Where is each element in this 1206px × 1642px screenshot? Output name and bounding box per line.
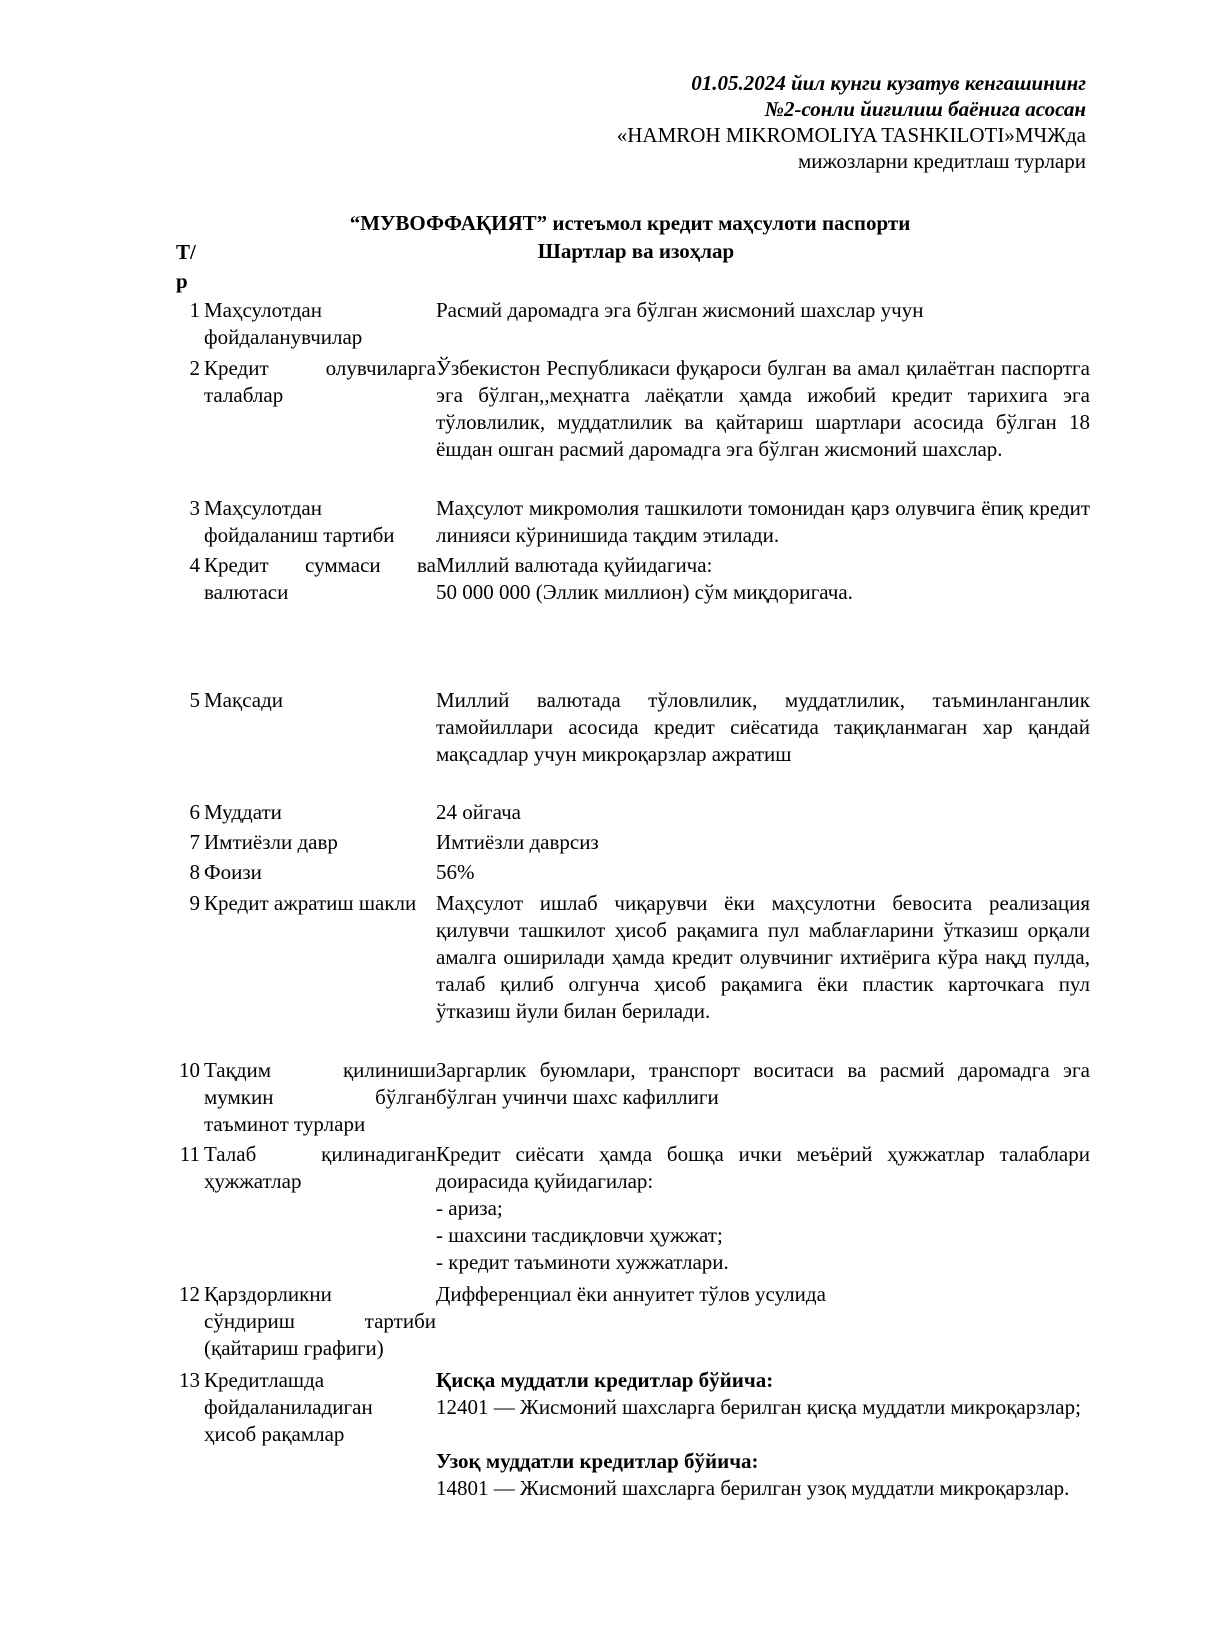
row-description: Расмий даромадга эга бўлган жисмоний шахслар учун bbox=[436, 298, 924, 322]
table-row bbox=[172, 687, 1090, 799]
row-description-line: Миллий валютада қуйидагича: bbox=[436, 553, 713, 577]
row-title bbox=[200, 1141, 436, 1281]
row-title-line: Фоизи bbox=[204, 860, 262, 884]
row-title bbox=[200, 552, 436, 687]
row-description-line: 50 000 000 (Эллик миллион) сўм миқдоригача. bbox=[436, 580, 853, 604]
row-title-line: Маҳсулотдан bbox=[204, 496, 322, 520]
row-title bbox=[200, 859, 436, 890]
table-row bbox=[172, 495, 1090, 552]
row-title bbox=[200, 297, 436, 355]
row-number: 7 bbox=[189, 830, 200, 854]
document-title: “МУВОФФАҚИЯТ” истеъмол кредит маҳсулоти паспорти bbox=[349, 211, 911, 235]
row-title-line: Кредитлашда bbox=[204, 1368, 325, 1392]
row-title bbox=[200, 799, 436, 829]
table-row bbox=[172, 859, 1090, 890]
row-title bbox=[200, 355, 436, 495]
row-number: 10 bbox=[179, 1058, 200, 1082]
table-row bbox=[172, 552, 1090, 687]
row-title-line: Кредит суммаси ва bbox=[204, 553, 436, 577]
row-title-line: Кредит ажратиш шакли bbox=[204, 891, 417, 915]
row-title bbox=[200, 1057, 436, 1141]
row-description: Маҳсулот микромолия ташкилоти томонидан қарз олувчига ёпиқ кредит линияси кўринишида тақдим этилади. bbox=[436, 496, 1090, 547]
row-title-line: Муддати bbox=[204, 800, 282, 824]
row-number: 1 bbox=[189, 298, 200, 322]
long-term-heading: Узоқ муддатли кредитлар бўйича: bbox=[436, 1449, 759, 1473]
row-title-line: таъминот турлари bbox=[204, 1112, 366, 1136]
row-title-line: Қарздорликни bbox=[204, 1282, 332, 1306]
short-term-text: 12401 — Жисмоний шахсларга берилган қисқа муддатли микроқарзлар; bbox=[436, 1395, 1081, 1419]
header-line-2: №2-сонли йиғилиш баёнига асосан bbox=[764, 97, 1086, 121]
table-row bbox=[172, 1057, 1090, 1141]
header-line-1: 01.05.2024 йил кунги кузатув кенгашининг bbox=[691, 71, 1086, 95]
row-number: 2 bbox=[189, 356, 200, 380]
row-title-line: фойдаланувчилар bbox=[204, 325, 363, 349]
row-title-line: фойдаланиш тартиби bbox=[204, 523, 395, 547]
row-number: 3 bbox=[189, 496, 200, 520]
table-row bbox=[172, 297, 1090, 355]
table-row bbox=[172, 799, 1090, 829]
row-title-line: фойдаланиладиган bbox=[204, 1395, 373, 1419]
row-number: 9 bbox=[189, 891, 200, 915]
table-row bbox=[172, 1141, 1090, 1281]
row-title-line: Кредит олувчиларга bbox=[204, 356, 436, 380]
list-item: - кредит таъминоти хужжатлари. bbox=[436, 1250, 729, 1274]
row-number: 11 bbox=[179, 1142, 200, 1166]
row-number: 8 bbox=[189, 860, 200, 884]
conditions-table bbox=[172, 297, 1090, 1502]
row-description: Имтиёзли даврсиз bbox=[436, 830, 599, 854]
row-title-line: Маҳсулотдан bbox=[204, 298, 322, 322]
row-title-line: (қайтариш графиги) bbox=[204, 1336, 384, 1360]
table-row bbox=[172, 1281, 1090, 1367]
row-title-line: валютаси bbox=[204, 580, 289, 604]
row-title-line: талаблар bbox=[204, 383, 284, 407]
row-title-line: ҳисоб рақамлар bbox=[204, 1422, 345, 1446]
row-title bbox=[200, 1281, 436, 1367]
approval-header bbox=[617, 70, 1086, 174]
row-title bbox=[200, 890, 436, 1057]
row-description: Ўзбекистон Республикаси фуқароси булган ва амал қилаётган паспортга эга бўлган,,меҳнатга лаёқатли ҳамда ижобий кредит тарихига эга тўловлилик, муддатлилик ва қайтариш шартлари асосида бўлган 18 ёшдан ошган расмий даромадга эга бўлган жисмоний шахслар. bbox=[436, 356, 1090, 461]
header-line-4: мижозларни кредитлаш турлари bbox=[797, 149, 1086, 173]
table-header-number-line-1: Т/ bbox=[176, 240, 196, 264]
row-title-line: Мақсади bbox=[204, 688, 284, 712]
row-title-line: Тақдим қилиниши bbox=[204, 1058, 436, 1082]
list-item: - шахсини тасдиқловчи ҳужжат; bbox=[436, 1223, 723, 1247]
row-title-line: Талаб қилинадиган bbox=[204, 1142, 436, 1166]
row-number: 12 bbox=[179, 1282, 200, 1306]
header-line-3: «HAMROH MIKROMOLIYA TASHKILOTI»МЧЖда bbox=[616, 123, 1086, 147]
short-term-heading: Қисқа муддатли кредитлар бўйича: bbox=[436, 1368, 774, 1392]
table-header-number bbox=[176, 238, 200, 296]
row-description bbox=[436, 552, 1090, 687]
row-description: Миллий валютада тўловлилик, муддатлилик, таъминланганлик тамойиллари асосида кредит сиёсатида тақиқланмаган хар қандай мақсадлар учун микроқарзлар ажратиш bbox=[436, 688, 1090, 766]
row-number: 13 bbox=[179, 1368, 200, 1392]
row-title bbox=[200, 829, 436, 859]
row-number: 5 bbox=[189, 688, 200, 712]
row-description-text: Кредит сиёсати ҳамда бошқа ички меъёрий ҳужжатлар талаблари доирасида қуйидагилар: bbox=[436, 1142, 1090, 1193]
row-number: 4 bbox=[189, 553, 200, 577]
row-title bbox=[200, 495, 436, 552]
row-description: Маҳсулот ишлаб чиқарувчи ёки маҳсулотни бевосита реализация қилувчи ташкилот ҳисоб рақамига пул маблағларини ўтказиш орқали амалга оширилади ҳамда кредит олувчиниг ихтиёрига кўра нақд пулда, талаб қилиб олгунча ҳисоб рақамига ёки пластик карточкага пул ўтказиш йули билан берилади. bbox=[436, 891, 1090, 1023]
row-description: Дифференциал ёки аннуитет тўлов усулида bbox=[436, 1282, 826, 1306]
list-item: - ариза; bbox=[436, 1196, 503, 1220]
table-row bbox=[172, 829, 1090, 859]
row-description: 56% bbox=[436, 860, 475, 884]
row-title-line: Имтиёзли давр bbox=[204, 830, 338, 854]
table-row bbox=[172, 355, 1090, 495]
row-description bbox=[436, 1141, 1090, 1281]
table-header-number-line-2: р bbox=[176, 269, 188, 293]
row-title-line: мумкин бўлган bbox=[204, 1085, 436, 1109]
row-title bbox=[200, 687, 436, 799]
row-title-line: сўндириш тартиби bbox=[204, 1309, 436, 1333]
spacer bbox=[436, 1421, 1090, 1448]
long-term-text: 14801 — Жисмоний шахсларга берилган узоқ муддатли микроқарзлар. bbox=[436, 1476, 1070, 1500]
row-title-line: ҳужжатлар bbox=[204, 1169, 302, 1193]
row-description: 24 ойгача bbox=[436, 800, 521, 824]
row-number: 6 bbox=[189, 800, 200, 824]
row-title bbox=[200, 1367, 436, 1502]
table-row bbox=[172, 890, 1090, 1057]
row-description bbox=[436, 1367, 1090, 1502]
table-header-conditions: Шартлар ва изоҳлар bbox=[537, 239, 735, 263]
table-row bbox=[172, 1367, 1090, 1502]
row-description: Заргарлик буюмлари, транспорт воситаси ва расмий даромадга эга бўлган учинчи шахс кафиллиги bbox=[436, 1058, 1090, 1109]
